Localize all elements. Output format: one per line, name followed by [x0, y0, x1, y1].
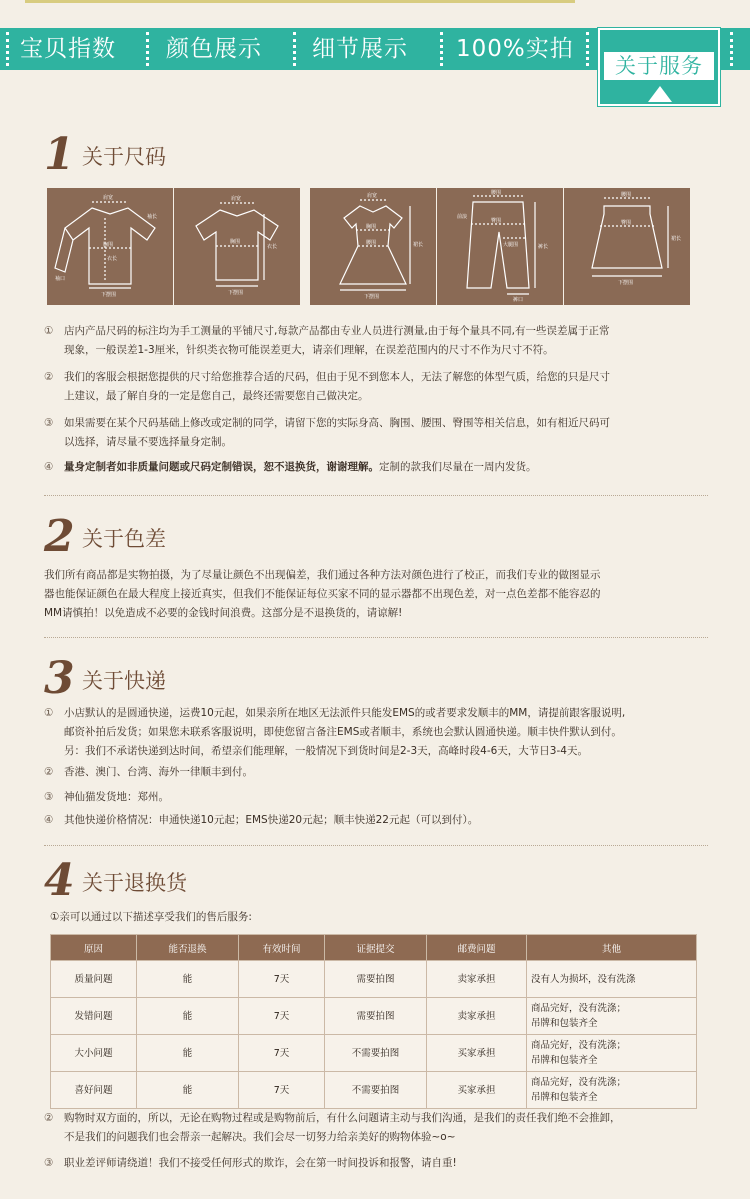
table-row [51, 1072, 697, 1109]
table-cell: 7天 [239, 961, 325, 998]
list-text-line: 以选择，请尽量不要选择量身定制。 [64, 436, 232, 448]
table-cell: 能 [137, 998, 239, 1035]
size-chart-dress-image [310, 188, 436, 305]
size-label-text: 腰围 [621, 192, 632, 198]
section-title: 关于尺码 [82, 145, 166, 169]
size-label-text: 大腿围 [503, 242, 519, 248]
returns-intro [50, 908, 252, 927]
size-label-text: 裙长 [413, 242, 424, 248]
section-divider [44, 495, 708, 496]
tab-detail-display[interactable]: 细节展示 [312, 36, 408, 62]
table-header-cell: 能否退换 [137, 935, 239, 961]
section-number: 2 [44, 511, 75, 562]
size-label-text: 胸围 [230, 239, 241, 245]
table-cell: 不需要拍图 [325, 1035, 427, 1072]
size-label-text: 衣长 [267, 244, 278, 250]
table-cell: 发错问题 [51, 998, 137, 1035]
size-chart-skirt-image [564, 188, 690, 305]
table-cell: 喜好问题 [51, 1072, 137, 1109]
size-label-text: 胸围 [103, 242, 114, 248]
nav-separator [586, 32, 590, 66]
size-note-4 [44, 458, 537, 477]
list-number: ③ [44, 417, 54, 429]
list-text-line: 购物时双方面的，所以，无论在购物过程或是购物前后，有什么问题请主动与我们沟通，是我们的责任我们绝不会推卸， [64, 1112, 621, 1124]
size-label-text: 裤长 [538, 244, 549, 250]
size-label-text: 肩宽 [231, 196, 242, 202]
returns-note-3 [44, 1154, 457, 1173]
size-label-text: 前浪 [457, 214, 468, 220]
size-label-text: 臀围 [621, 220, 632, 226]
table-header-cell: 有效时间 [239, 935, 325, 961]
table-cell: 能 [137, 1072, 239, 1109]
section-title: 关于退换货 [82, 871, 187, 895]
list-number: ① [44, 325, 54, 337]
table-cell: 买家承担 [427, 1035, 527, 1072]
list-text-line: 另：我们不承诺快递到达时间，希望亲们能理解，一般情况下到货时间是2-3天，高峰时段4-6天，大节日3-4天。 [64, 745, 588, 757]
table-cell: 需要拍图 [325, 998, 427, 1035]
list-number: ③ [44, 1157, 54, 1169]
list-number: ② [44, 1112, 54, 1124]
list-text-line: 职业差评师请绕道！我们不接受任何形式的欺诈，会在第一时间投诉和报警，请自重! [64, 1157, 457, 1169]
size-label-text: 下摆围 [101, 292, 117, 298]
list-number: ② [44, 766, 54, 778]
color-paragraph [44, 566, 601, 623]
size-label-text: 腰围 [366, 240, 377, 246]
list-text-line: 不是我们的问题我们也会帮亲一起解决。我们会尽一切努力给亲美好的购物体验~o~ [64, 1131, 456, 1143]
list-number: ④ [44, 814, 54, 826]
size-label-text: 裙长 [671, 236, 682, 242]
list-text-line: 邮资补拍后发货；如果您未联系客服说明，即使您留言备注EMS或者顺丰，系统也会默认圆通快递。顺丰快件默认到付。 [64, 726, 622, 738]
size-label-text: 衣长 [107, 256, 118, 262]
size-label-text: 肩宽 [367, 193, 378, 199]
returns-table [50, 934, 697, 1109]
size-label-text: 臀围 [491, 218, 502, 224]
section-divider [44, 637, 708, 638]
table-cell: 7天 [239, 998, 325, 1035]
paragraph-line: MM请慎拍！以免造成不必要的金钱时间浪费。这部分是不退换货的，请谅解! [44, 607, 403, 619]
tab-baby-index[interactable]: 宝贝指数 [20, 36, 116, 62]
size-chart-pants-image [437, 188, 563, 305]
section-number: 4 [44, 855, 75, 906]
size-chart-sweater-image [47, 188, 173, 305]
list-text-line: 现象，一般误差1-3厘米，针织类衣物可能误差更大，请亲们理解，在误差范围内的尺寸不作为尺寸不符。 [64, 344, 554, 356]
table-cell: 商品完好，没有洗涤； 吊牌和包装齐全 [527, 998, 697, 1035]
list-number: ② [44, 371, 54, 383]
table-header-cell: 其他 [527, 935, 697, 961]
list-text-line: 其他快递价格情况：申通快递10元起；EMS快递20元起；顺丰快递22元起（可以到付）。 [64, 814, 479, 826]
size-label-text: 下摆围 [364, 294, 380, 300]
list-text-bold: 量身定制者如非质量问题或尺码定制错误，恕不退换货，谢谢理解。 [64, 461, 379, 473]
list-text-line: 我们的客服会根据您提供的尺寸给您推荐合适的尺码，但由于见不到您本人，无法了解您的体型气质，给您的只是尺寸 [64, 371, 610, 383]
size-chart-tshirt-image [174, 188, 300, 305]
table-header-cell: 原因 [51, 935, 137, 961]
table-cell: 没有人为损坏，没有洗涤 [527, 961, 697, 998]
shipping-note-2 [44, 763, 253, 782]
table-cell: 商品完好，没有洗涤； 吊牌和包装齐全 [527, 1035, 697, 1072]
tab-about-service[interactable] [598, 28, 720, 106]
table-cell: 卖家承担 [427, 961, 527, 998]
shipping-note-4 [44, 811, 478, 830]
table-cell: 需要拍图 [325, 961, 427, 998]
shipping-note-3 [44, 788, 169, 807]
table-cell: 能 [137, 961, 239, 998]
size-label-text: 袖口 [55, 276, 66, 282]
size-label-text: 下摆围 [618, 280, 634, 286]
table-row [51, 961, 697, 998]
table-row [51, 1035, 697, 1072]
table-row [51, 998, 697, 1035]
table-cell: 7天 [239, 1035, 325, 1072]
list-text-line: 香港、澳门、台湾、海外一律顺丰到付。 [64, 766, 253, 778]
table-cell: 质量问题 [51, 961, 137, 998]
section-divider [44, 845, 708, 846]
list-number: ④ [44, 461, 54, 473]
list-number: ③ [44, 791, 54, 803]
list-text-line: 小店默认的是圆通快递，运费10元起，如果亲所在地区无法派件只能发EMS的或者要求发顺丰的MM，请提前跟客服说明, [64, 707, 626, 719]
returns-note-2 [44, 1109, 621, 1147]
table-cell: 商品完好，没有洗涤； 吊牌和包装齐全 [527, 1072, 697, 1109]
size-label-text: 胸围 [366, 224, 377, 230]
nav-separator [293, 32, 297, 66]
table-header-cell: 邮费问题 [427, 935, 527, 961]
top-decor-line [25, 0, 575, 3]
table-cell: 大小问题 [51, 1035, 137, 1072]
list-text-line: 如果需要在某个尺码基础上修改或定制的同学，请留下您的实际身高、胸围、腰围、臀围等相关信息，如有相近尺码可 [64, 417, 610, 429]
table-cell: 买家承担 [427, 1072, 527, 1109]
nav-separator [440, 32, 444, 66]
list-text-line: 店内产品尺码的标注均为手工测量的平铺尺寸,每款产品都由专业人员进行测量,由于每个量具不同,有一些误差属于正常 [64, 325, 610, 337]
nav-separator [146, 32, 150, 66]
section-number: 3 [44, 653, 75, 704]
list-number: ① [44, 707, 54, 719]
size-label-text: 肩宽 [103, 195, 114, 201]
returns-intro-text: 亲可以通过以下描述享受我们的售后服务: [59, 911, 252, 923]
table-header-cell: 证据提交 [325, 935, 427, 961]
list-number: ① [50, 911, 60, 923]
list-text-line: 神仙猫发货地：郑州。 [64, 791, 169, 803]
tab-real-shot[interactable]: 100%实拍 [456, 36, 574, 62]
paragraph-line: 器也能保证颜色在最大程度上接近真实，但我们不能保证每位买家不同的显示器都不出现色差，对一点色差都不能容忍的 [44, 588, 601, 600]
table-cell: 不需要拍图 [325, 1072, 427, 1109]
tab-about-service-label: 关于服务 [604, 52, 714, 80]
table-header-row [51, 935, 697, 961]
size-label-text: 袖长 [147, 214, 158, 220]
size-note-2 [44, 368, 610, 406]
table-cell: 7天 [239, 1072, 325, 1109]
size-label-text: 腰围 [491, 190, 502, 196]
section-title: 关于色差 [82, 527, 166, 551]
tab-color-display[interactable]: 颜色展示 [166, 36, 262, 62]
list-text-line: 上建议，最了解自身的一定是您自己，最终还需要您自己做决定。 [64, 390, 369, 402]
size-label-text: 裤口 [513, 297, 524, 303]
section-title: 关于快递 [82, 669, 166, 693]
table-cell: 卖家承担 [427, 998, 527, 1035]
paragraph-line: 我们所有商品都是实物拍摄，为了尽量让颜色不出现偏差，我们通过各种方法对颜色进行了校正，而我们专业的做图显示 [44, 569, 601, 581]
size-note-3 [44, 414, 610, 452]
nav-separator [6, 32, 10, 66]
size-label-text: 下摆围 [228, 290, 244, 296]
section-number: 1 [44, 129, 75, 180]
list-text-line: 定制的款我们尽量在一周内发货。 [379, 461, 537, 473]
size-note-1 [44, 322, 610, 360]
active-tab-triangle-icon [648, 86, 672, 102]
shipping-note-1 [44, 704, 625, 761]
table-cell: 能 [137, 1035, 239, 1072]
nav-separator [730, 32, 734, 66]
